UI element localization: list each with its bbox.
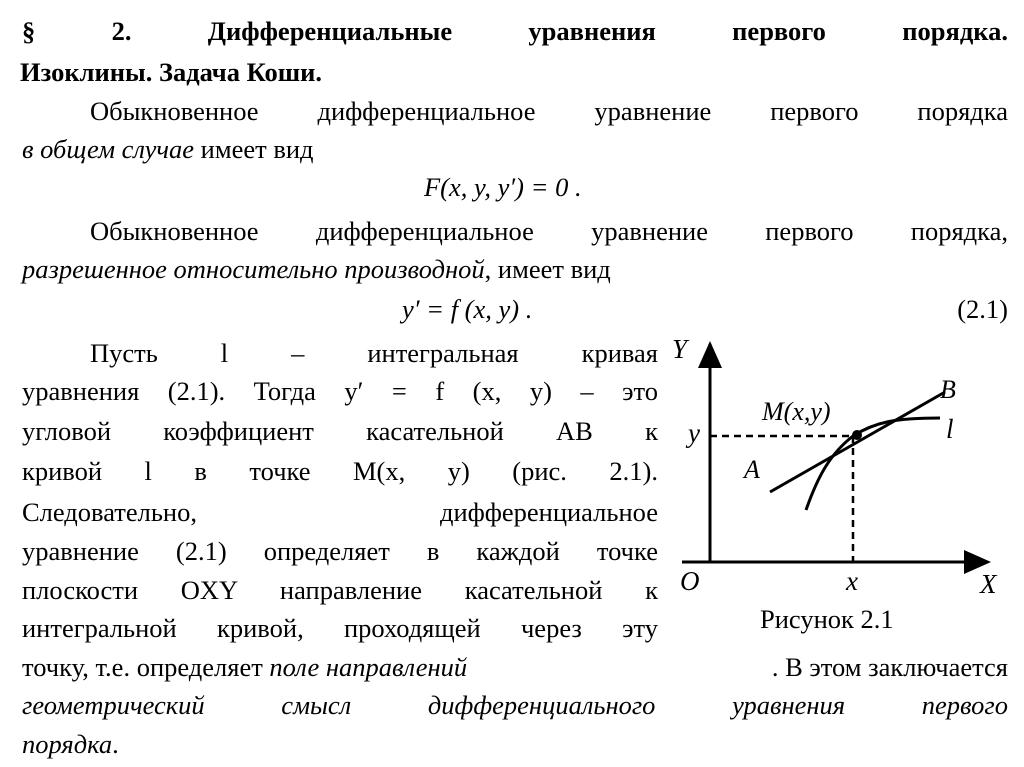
- label-x-axis: X: [980, 569, 997, 599]
- paragraph-3-line-11: порядка.: [22, 729, 119, 759]
- paragraph-3-line-9: [22, 648, 1008, 686]
- label-point-a: A: [744, 455, 760, 484]
- paragraph-3-line-1: Пусть l – интегральная кривая: [90, 338, 658, 368]
- label-point-m: M(x,y): [762, 397, 831, 426]
- paragraph-3-line-2: уравнения (2.1). Тогда y′ = f (x, y) – это: [22, 376, 658, 406]
- paragraph-3-line-3: угловой коэффициент касательной AB к: [22, 416, 658, 446]
- point-m: [852, 430, 862, 440]
- equation-number: (2.1): [957, 294, 1008, 324]
- formula-general-form: F(x, y, y′) = 0 .: [424, 172, 582, 202]
- figure-2-1: [670, 336, 1010, 636]
- paragraph-2-line-2-rest: , имеет вид: [484, 254, 611, 284]
- paragraph-1-line-1: Обыкновенное дифференциальное уравнение первого порядка: [90, 96, 1008, 126]
- line-9-part-b: . В этом заключается: [771, 652, 1008, 682]
- label-curve-l: l: [946, 414, 954, 444]
- label-origin: O: [680, 566, 700, 596]
- label-y-axis: Y: [672, 336, 688, 364]
- emphasis-resolved-form: разрешенное относительно производной: [22, 254, 485, 284]
- section-heading-line-2: Изоклины. Задача Коши.: [20, 57, 323, 87]
- label-point-b: B: [940, 375, 956, 404]
- figure-caption: Рисунок 2.1: [760, 604, 894, 634]
- paragraph-3-line-10: геометрический смысл дифференциального уравнения первого: [22, 690, 1008, 720]
- paragraph-3-line-7: плоскости OXY направление касательной к: [22, 575, 658, 605]
- emphasis-direction-field: поле направлений: [269, 652, 468, 682]
- section-heading-line-1: § 2. Дифференциальные уравнения первого порядка.: [22, 16, 1008, 46]
- label-y-coordinate: y: [688, 418, 700, 448]
- label-x-coordinate: x: [846, 566, 858, 596]
- paragraph-3-line-8: интегральной кривой, проходящей через эту: [22, 613, 658, 643]
- paragraph-3-line-5: Следовательно, дифференциальное: [22, 497, 658, 527]
- emphasis-order: порядка: [22, 729, 113, 759]
- paragraph-3-line-6: уравнение (2.1) определяет в каждой точке: [22, 536, 658, 566]
- line-9-part-a: точку, т.е. определяет поле направлений: [22, 652, 468, 682]
- paragraph-2-line-1: Обыкновенное дифференциальное уравнение первого порядка,: [90, 216, 1008, 246]
- paragraph-1-line-2: [22, 130, 314, 168]
- emphasis-general-case: в общем случае: [22, 134, 195, 164]
- formula-2-1: y′ = f (x, y) .: [402, 294, 533, 324]
- paragraph-1-line-2-rest: имеет вид: [194, 134, 314, 164]
- paragraph-2-line-2: [22, 250, 611, 288]
- paragraph-3-line-4: кривой l в точке M(x, y) (рис. 2.1).: [22, 456, 658, 486]
